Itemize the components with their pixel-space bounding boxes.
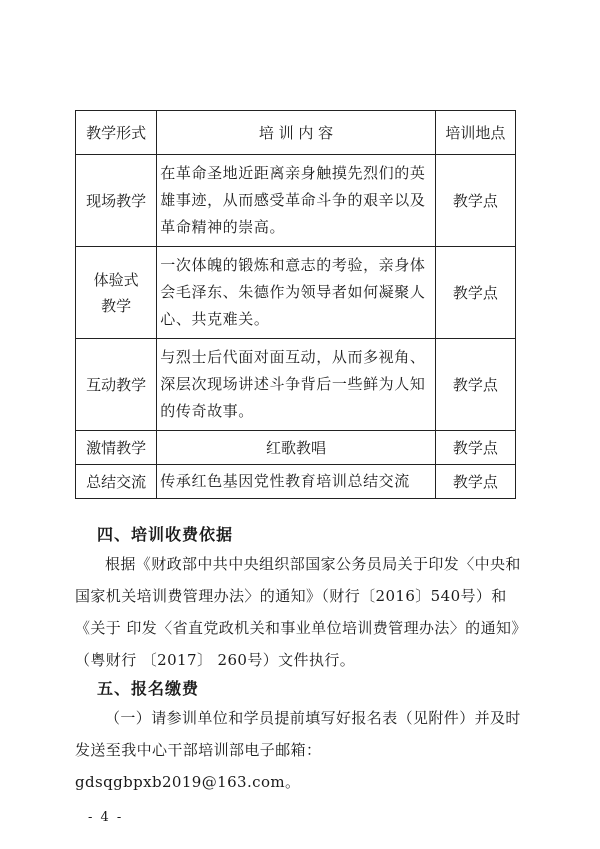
section-heading-fees: 四、培训收费依据 bbox=[97, 525, 234, 544]
page-number: - 4 - bbox=[88, 810, 124, 825]
row-content-text: 传承红色基因党性教育培训总结交流 bbox=[160, 472, 410, 490]
row-form bbox=[76, 247, 157, 339]
table-row bbox=[76, 247, 516, 339]
row-content bbox=[157, 339, 435, 431]
row-location: 教学点 bbox=[435, 431, 515, 465]
table-row bbox=[76, 431, 516, 465]
header-training-location: 培训地点 bbox=[435, 111, 515, 155]
row-form: 现场教学 bbox=[76, 155, 157, 247]
table-header-row bbox=[76, 111, 516, 155]
row-location: 教学点 bbox=[435, 155, 515, 247]
row-location: 教学点 bbox=[435, 465, 515, 499]
section-heading-registration: 五、报名缴费 bbox=[97, 679, 200, 698]
header-training-content: 培 训 内 容 bbox=[157, 111, 435, 155]
section-registration-paragraph: （一）请参训单位和学员提前填写好报名表（见附件）并及时发送至我中心干部培训部电子邮箱：gdsqgbpxb2019@163.com。 bbox=[75, 709, 521, 791]
row-content bbox=[157, 247, 435, 339]
row-content-text: 在革命圣地近距离亲身触摸先烈们的英雄事迹，从而感受革命斗争的艰辛以及革命精神的崇高。 bbox=[160, 164, 426, 236]
header-teaching-form: 教学形式 bbox=[76, 111, 157, 155]
table-row bbox=[76, 339, 516, 431]
row-content: 红歌教唱 bbox=[157, 431, 435, 465]
row-content bbox=[157, 465, 435, 499]
row-location: 教学点 bbox=[435, 339, 515, 431]
row-form: 激情教学 bbox=[76, 431, 157, 465]
row-form-line1: 体验式 bbox=[93, 270, 139, 289]
table-row bbox=[76, 465, 516, 499]
row-content-text: 一次体魄的锻炼和意志的考验，亲身体会毛泽东、朱德作为领导者如何凝聚人心、共克难关。 bbox=[160, 256, 426, 328]
row-content bbox=[157, 155, 435, 247]
row-form: 总结交流 bbox=[76, 465, 157, 499]
row-form-line2: 教学 bbox=[101, 296, 132, 315]
row-content-text: 与烈士后代面对面互动，从而多视角、深层次现场讲述斗争背后一些鲜为人知的传奇故事。 bbox=[160, 348, 426, 420]
row-form: 互动教学 bbox=[76, 339, 157, 431]
table-row bbox=[76, 155, 516, 247]
training-schedule-table bbox=[75, 110, 516, 499]
row-location: 教学点 bbox=[435, 247, 515, 339]
section-fees-paragraph: 根据《财政部中共中央组织部国家公务员局关于印发〈中央和 国家机关培训费管理办法〉的通知》（财行〔2016〕540号）和《关于 印发〈省直党政机关和事业单位培训费管理办法〉的通知》（粤财行 〔2017〕 260号）文件执行。 bbox=[75, 555, 521, 669]
